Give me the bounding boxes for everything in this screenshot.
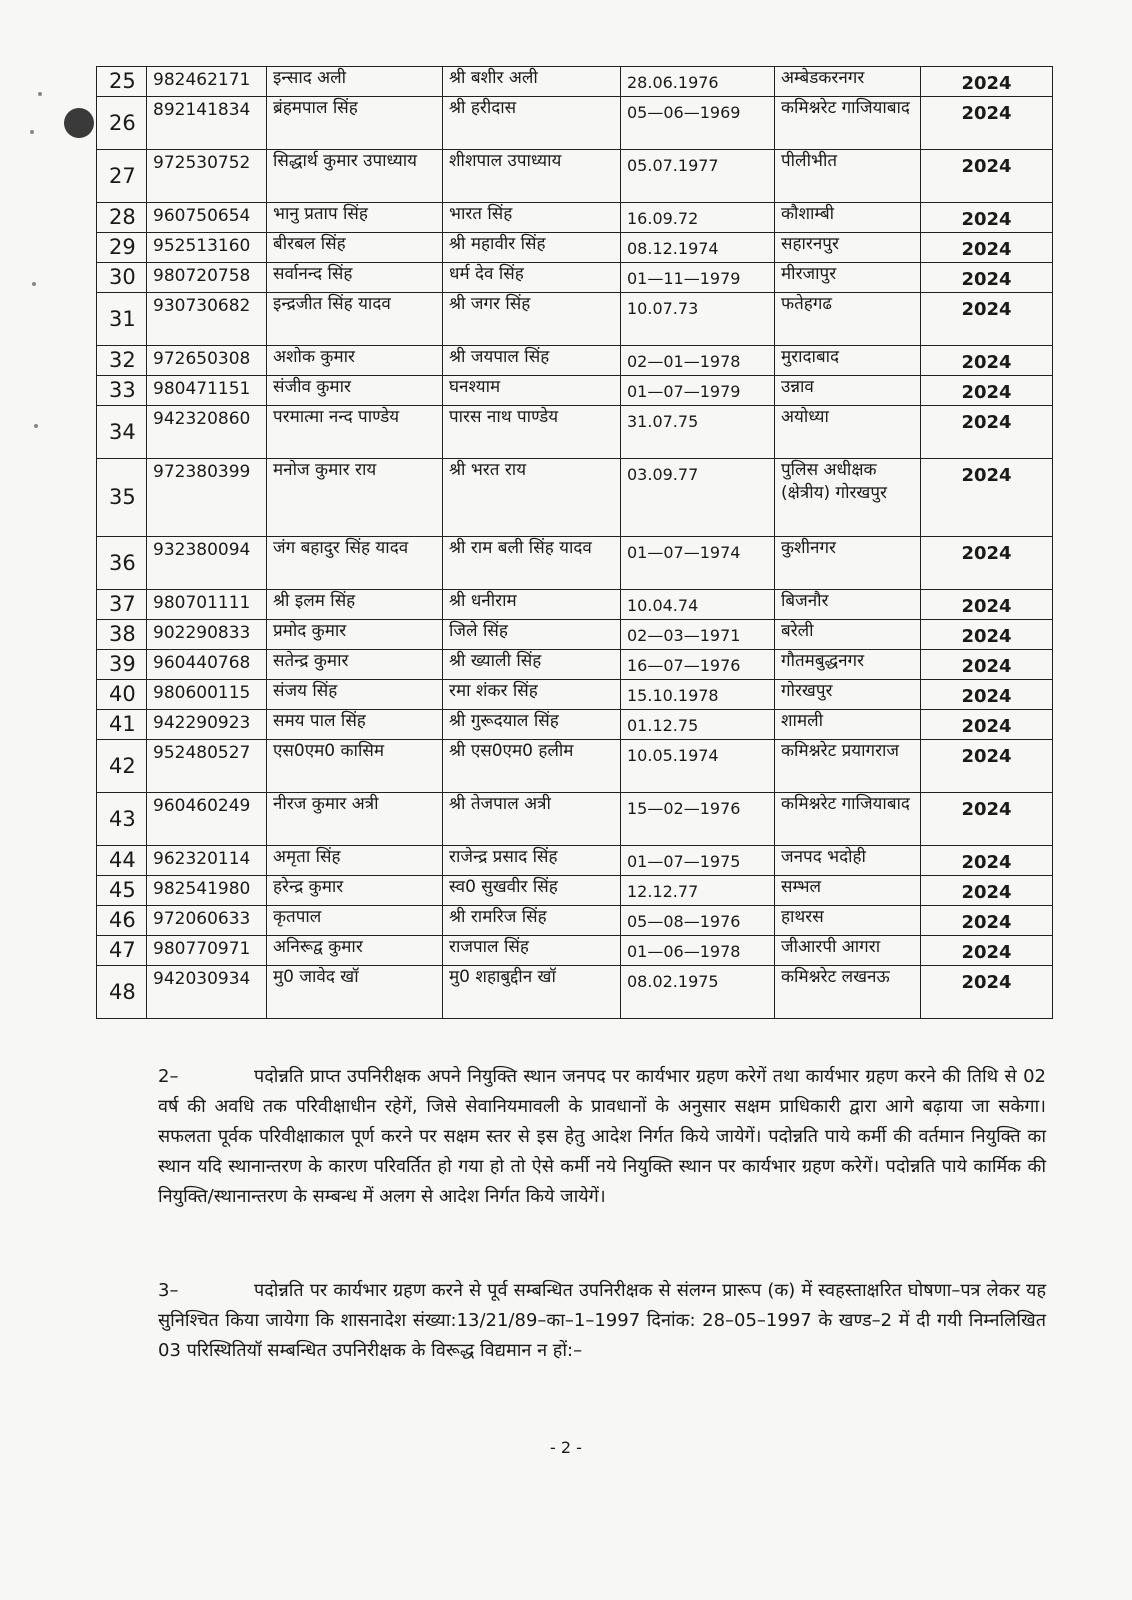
date-of-birth-cell: 01—07—1979 [621, 376, 775, 406]
table-row [97, 233, 1053, 263]
name-cell: श्री इलम सिंह [267, 590, 443, 620]
serial-number-cell: 40 [97, 680, 147, 710]
date-of-birth-cell: 10.05.1974 [621, 740, 775, 793]
district-cell: कुशीनगर [775, 537, 921, 590]
table-row [97, 680, 1053, 710]
name-cell: सतेन्द्र कुमार [267, 650, 443, 680]
year-cell: 2024 [921, 203, 1053, 233]
table-row [97, 793, 1053, 846]
father-name-cell: श्री हरीदास [443, 97, 621, 150]
date-of-birth-cell: 01—11—1979 [621, 263, 775, 293]
table-row [97, 67, 1053, 97]
district-cell: अयोध्या [775, 406, 921, 459]
year-cell: 2024 [921, 97, 1053, 150]
employee-id-cell: 980600115 [147, 680, 267, 710]
employee-id-cell: 942290923 [147, 710, 267, 740]
employee-id-cell: 980770971 [147, 936, 267, 966]
paragraph-number: 2– [158, 1066, 179, 1087]
district-cell: उन्नाव [775, 376, 921, 406]
father-name-cell: स्व0 सुखवीर सिंह [443, 876, 621, 906]
district-cell: सहारनपुर [775, 233, 921, 263]
date-of-birth-cell: 01—06—1978 [621, 936, 775, 966]
name-cell: इन्द्रजीत सिंह यादव [267, 293, 443, 346]
serial-number-cell: 46 [97, 906, 147, 936]
employee-id-cell: 952480527 [147, 740, 267, 793]
father-name-cell: रमा शंकर सिंह [443, 680, 621, 710]
table-row [97, 97, 1053, 150]
punch-hole-mark [64, 108, 94, 138]
name-cell: भानु प्रताप सिंह [267, 203, 443, 233]
district-cell: कौशाम्बी [775, 203, 921, 233]
district-cell: कमिश्नरेट गाजियाबाद [775, 793, 921, 846]
year-cell: 2024 [921, 233, 1053, 263]
page-number: - 2 - [550, 1438, 582, 1457]
name-cell: इन्साद अली [267, 67, 443, 97]
father-name-cell: श्री बशीर अली [443, 67, 621, 97]
district-cell: कमिश्नरेट प्रयागराज [775, 740, 921, 793]
serial-number-cell: 42 [97, 740, 147, 793]
father-name-cell: श्री एस0एम0 हलीम [443, 740, 621, 793]
serial-number-cell: 39 [97, 650, 147, 680]
date-of-birth-cell: 03.09.77 [621, 459, 775, 537]
district-cell: पीलीभीत [775, 150, 921, 203]
employee-id-cell: 960440768 [147, 650, 267, 680]
serial-number-cell: 27 [97, 150, 147, 203]
employee-id-cell: 980701111 [147, 590, 267, 620]
employee-id-cell: 982541980 [147, 876, 267, 906]
name-cell: संजीव कुमार [267, 376, 443, 406]
table-row [97, 263, 1053, 293]
name-cell: सर्वानन्द सिंह [267, 263, 443, 293]
year-cell: 2024 [921, 263, 1053, 293]
table-row [97, 537, 1053, 590]
serial-number-cell: 41 [97, 710, 147, 740]
date-of-birth-cell: 15—02—1976 [621, 793, 775, 846]
father-name-cell: श्री महावीर सिंह [443, 233, 621, 263]
serial-number-cell: 45 [97, 876, 147, 906]
father-name-cell: श्री जयपाल सिंह [443, 346, 621, 376]
name-cell: मु0 जावेद खॉ [267, 966, 443, 1019]
serial-number-cell: 44 [97, 846, 147, 876]
employee-id-cell: 972060633 [147, 906, 267, 936]
serial-number-cell: 29 [97, 233, 147, 263]
serial-number-cell: 31 [97, 293, 147, 346]
serial-number-cell: 32 [97, 346, 147, 376]
serial-number-cell: 25 [97, 67, 147, 97]
district-cell: कमिश्नरेट गाजियाबाद [775, 97, 921, 150]
date-of-birth-cell: 05—06—1969 [621, 97, 775, 150]
name-cell: अशोक कुमार [267, 346, 443, 376]
father-name-cell: धर्म देव सिंह [443, 263, 621, 293]
name-cell: जंग बहादुर सिंह यादव [267, 537, 443, 590]
date-of-birth-cell: 31.07.75 [621, 406, 775, 459]
name-cell: बीरबल सिंह [267, 233, 443, 263]
promotion-table [96, 66, 1053, 1019]
table-row [97, 620, 1053, 650]
date-of-birth-cell: 12.12.77 [621, 876, 775, 906]
district-cell: जनपद भदोही [775, 846, 921, 876]
year-cell: 2024 [921, 150, 1053, 203]
year-cell: 2024 [921, 966, 1053, 1019]
father-name-cell: शीशपाल उपाध्याय [443, 150, 621, 203]
year-cell: 2024 [921, 67, 1053, 97]
employee-id-cell: 960460249 [147, 793, 267, 846]
father-name-cell: श्री तेजपाल अत्री [443, 793, 621, 846]
name-cell: अनिरूद्व कुमार [267, 936, 443, 966]
year-cell: 2024 [921, 936, 1053, 966]
employee-id-cell: 942030934 [147, 966, 267, 1019]
table-row [97, 293, 1053, 346]
table-row [97, 846, 1053, 876]
year-cell: 2024 [921, 740, 1053, 793]
year-cell: 2024 [921, 680, 1053, 710]
employee-id-cell: 942320860 [147, 406, 267, 459]
serial-number-cell: 48 [97, 966, 147, 1019]
employee-id-cell: 980720758 [147, 263, 267, 293]
promotion-table-body [97, 67, 1053, 1019]
date-of-birth-cell: 10.07.73 [621, 293, 775, 346]
year-cell: 2024 [921, 906, 1053, 936]
year-cell: 2024 [921, 710, 1053, 740]
father-name-cell: मु0 शहाबुद्दीन खॉ [443, 966, 621, 1019]
serial-number-cell: 38 [97, 620, 147, 650]
date-of-birth-cell: 02—01—1978 [621, 346, 775, 376]
father-name-cell: राजेन्द्र प्रसाद सिंह [443, 846, 621, 876]
employee-id-cell: 952513160 [147, 233, 267, 263]
employee-id-cell: 982462171 [147, 67, 267, 97]
name-cell: परमात्मा नन्द पाण्डेय [267, 406, 443, 459]
father-name-cell: जिले सिंह [443, 620, 621, 650]
date-of-birth-cell: 01—07—1974 [621, 537, 775, 590]
district-cell: बिजनौर [775, 590, 921, 620]
employee-id-cell: 902290833 [147, 620, 267, 650]
date-of-birth-cell: 28.06.1976 [621, 67, 775, 97]
district-cell: अम्बेडकरनगर [775, 67, 921, 97]
table-row [97, 203, 1053, 233]
date-of-birth-cell: 05.07.1977 [621, 150, 775, 203]
employee-id-cell: 892141834 [147, 97, 267, 150]
year-cell: 2024 [921, 846, 1053, 876]
serial-number-cell: 43 [97, 793, 147, 846]
table-row [97, 376, 1053, 406]
district-cell: जीआरपी आगरा [775, 936, 921, 966]
paragraph-3 [158, 1276, 1046, 1366]
employee-id-cell: 932380094 [147, 537, 267, 590]
father-name-cell: पारस नाथ पाण्डेय [443, 406, 621, 459]
year-cell: 2024 [921, 459, 1053, 537]
father-name-cell: राजपाल सिंह [443, 936, 621, 966]
scan-speck [32, 282, 36, 286]
date-of-birth-cell: 05—08—1976 [621, 906, 775, 936]
employee-id-cell: 972380399 [147, 459, 267, 537]
table-row [97, 346, 1053, 376]
date-of-birth-cell: 16.09.72 [621, 203, 775, 233]
year-cell: 2024 [921, 650, 1053, 680]
name-cell: संजय सिंह [267, 680, 443, 710]
name-cell: मनोज कुमार राय [267, 459, 443, 537]
table-row [97, 936, 1053, 966]
serial-number-cell: 28 [97, 203, 147, 233]
serial-number-cell: 36 [97, 537, 147, 590]
father-name-cell: श्री जगर सिंह [443, 293, 621, 346]
table-row [97, 406, 1053, 459]
table-row [97, 590, 1053, 620]
scan-speck [38, 92, 42, 96]
employee-id-cell: 930730682 [147, 293, 267, 346]
year-cell: 2024 [921, 590, 1053, 620]
table-row [97, 150, 1053, 203]
date-of-birth-cell: 15.10.1978 [621, 680, 775, 710]
name-cell: एस0एम0 कासिम [267, 740, 443, 793]
serial-number-cell: 26 [97, 97, 147, 150]
year-cell: 2024 [921, 346, 1053, 376]
father-name-cell: श्री ख्याली सिंह [443, 650, 621, 680]
employee-id-cell: 980471151 [147, 376, 267, 406]
year-cell: 2024 [921, 406, 1053, 459]
serial-number-cell: 34 [97, 406, 147, 459]
paragraph-number: 3– [158, 1280, 179, 1301]
serial-number-cell: 35 [97, 459, 147, 537]
year-cell: 2024 [921, 537, 1053, 590]
table-row [97, 740, 1053, 793]
father-name-cell: भारत सिंह [443, 203, 621, 233]
serial-number-cell: 33 [97, 376, 147, 406]
employee-id-cell: 972650308 [147, 346, 267, 376]
paragraph-text: पदोन्नति प्राप्त उपनिरीक्षक अपने नियुक्ति स्थान जनपद पर कार्यभार ग्रहण करेगें तथा कार्यभार ग्रहण करने की तिथि से 02 वर्ष की अवधि तक परिवीक्षाधीन रहेगें, जिसे सेवानियमावली के प्रावधानों के अनुसार सक्षम प्राधिकारी द्वारा आगे बढ़ाया जा सकेगा। सफलता पूर्वक परिवीक्षाकाल पूर्ण करने पर सक्षम स्तर से इस हेतु आदेश निर्गत किये जायेगें। पदोन्नति पाये कर्मी की वर्तमान नियुक्ति का स्थान यदि स्थानान्तरण के कारण परिवर्तित हो गया हो तो ऐसे कर्मी नये नियुक्ति स्थान पर कार्यभार ग्रहण करेगें। पदोन्नति पाये कार्मिक की नियुक्ति/स्थानान्तरण के सम्बन्ध में अलग से आदेश निर्गत किये जायेगें। [158, 1066, 1046, 1207]
district-cell: कमिश्नरेट लखनऊ [775, 966, 921, 1019]
district-cell: शामली [775, 710, 921, 740]
table-row [97, 906, 1053, 936]
date-of-birth-cell: 10.04.74 [621, 590, 775, 620]
date-of-birth-cell: 16—07—1976 [621, 650, 775, 680]
district-cell: गोरखपुर [775, 680, 921, 710]
table-row [97, 650, 1053, 680]
scan-speck [30, 130, 34, 134]
name-cell: सिद्धार्थ कुमार उपाध्याय [267, 150, 443, 203]
father-name-cell: श्री धनीराम [443, 590, 621, 620]
father-name-cell: घनश्याम [443, 376, 621, 406]
date-of-birth-cell: 01—07—1975 [621, 846, 775, 876]
district-cell: गौतमबुद्धनगर [775, 650, 921, 680]
employee-id-cell: 960750654 [147, 203, 267, 233]
table-row [97, 876, 1053, 906]
year-cell: 2024 [921, 793, 1053, 846]
district-cell: सम्भल [775, 876, 921, 906]
district-cell: फतेहगढ [775, 293, 921, 346]
table-row [97, 459, 1053, 537]
year-cell: 2024 [921, 620, 1053, 650]
year-cell: 2024 [921, 376, 1053, 406]
scan-speck [34, 424, 38, 428]
name-cell: हरेन्द्र कुमार [267, 876, 443, 906]
name-cell: ब्रंहमपाल सिंह [267, 97, 443, 150]
date-of-birth-cell: 08.02.1975 [621, 966, 775, 1019]
name-cell: कृतपाल [267, 906, 443, 936]
table-row [97, 710, 1053, 740]
employee-id-cell: 962320114 [147, 846, 267, 876]
date-of-birth-cell: 01.12.75 [621, 710, 775, 740]
district-cell: बरेली [775, 620, 921, 650]
serial-number-cell: 30 [97, 263, 147, 293]
district-cell: मीरजापुर [775, 263, 921, 293]
serial-number-cell: 37 [97, 590, 147, 620]
paragraph-text: पदोन्नति पर कार्यभार ग्रहण करने से पूर्व सम्बन्धित उपनिरीक्षक से संलग्न प्रारूप (क) में स्वहस्ताक्षरित घोषणा–पत्र लेकर यह सुनिश्चित किया जायेगा कि शासनादेश संख्या:13/21/89–का–1–1997 दिनांक: 28–05–1997 के खण्ड–2 में दी गयी निम्नलिखित 03 परिस्थितियॉ सम्बन्धित उपनिरीक्षक के विरूद्ध विद्यमान न हों:– [158, 1280, 1046, 1361]
table-row [97, 966, 1053, 1019]
father-name-cell: श्री रामरिज सिंह [443, 906, 621, 936]
paragraph-2 [158, 1062, 1046, 1212]
district-cell: पुलिस अधीक्षक (क्षेत्रीय) गोरखपुर [775, 459, 921, 537]
district-cell: मुरादाबाद [775, 346, 921, 376]
father-name-cell: श्री भरत राय [443, 459, 621, 537]
year-cell: 2024 [921, 293, 1053, 346]
employee-id-cell: 972530752 [147, 150, 267, 203]
name-cell: नीरज कुमार अत्री [267, 793, 443, 846]
name-cell: अमृता सिंह [267, 846, 443, 876]
serial-number-cell: 47 [97, 936, 147, 966]
name-cell: समय पाल सिंह [267, 710, 443, 740]
date-of-birth-cell: 08.12.1974 [621, 233, 775, 263]
district-cell: हाथरस [775, 906, 921, 936]
father-name-cell: श्री गुरूदयाल सिंह [443, 710, 621, 740]
name-cell: प्रमोद कुमार [267, 620, 443, 650]
father-name-cell: श्री राम बली सिंह यादव [443, 537, 621, 590]
date-of-birth-cell: 02—03—1971 [621, 620, 775, 650]
year-cell: 2024 [921, 876, 1053, 906]
